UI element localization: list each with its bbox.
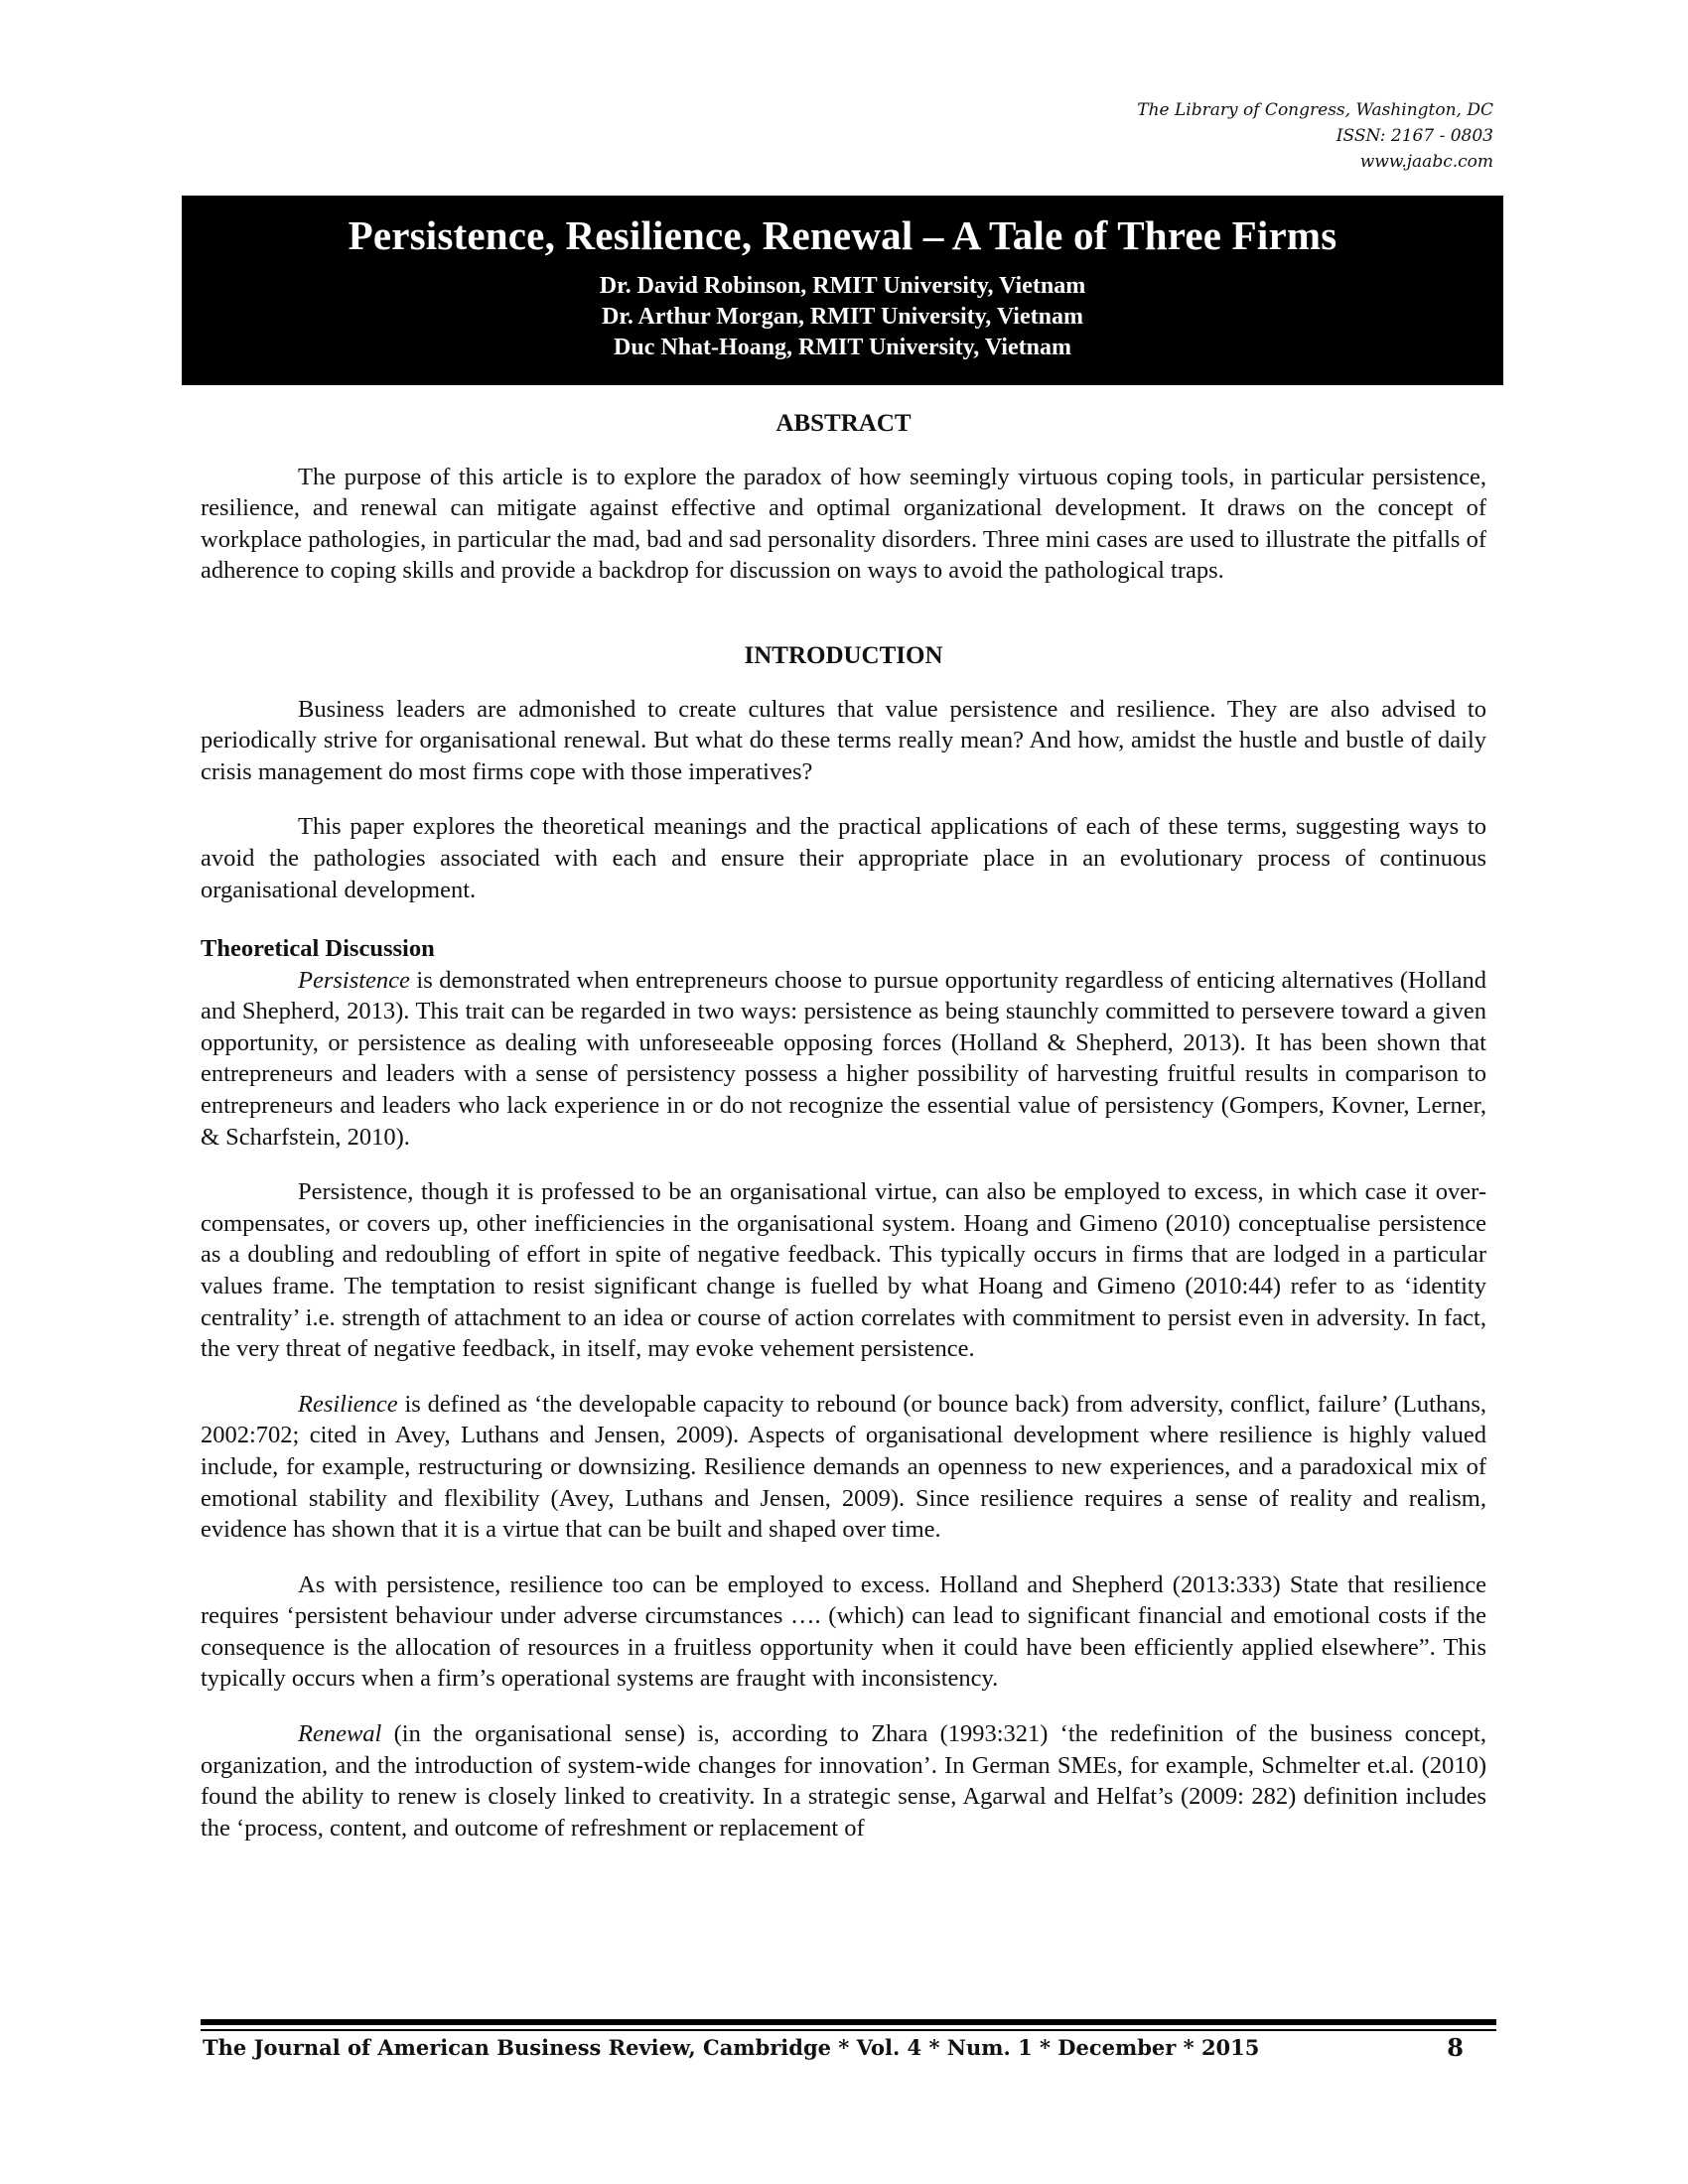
abstract-text: The purpose of this article is to explore the paradox of how seemingly virtuous coping tools, in particular persistence, resilience, and renewal can mitigate against effective and optimal organizational development. It draws on the concept of workplace pathologies, in particular the mad, bad and sad personality disorders. Three mini cases are used to illustrate the pitfalls of adherence to coping skills and provide a backdrop for discussion on ways to avoid the pathological traps. (201, 463, 1486, 585)
page-number: 8 (1447, 2033, 1464, 2062)
page-footer (203, 2031, 1464, 2065)
journal-citation: The Journal of American Business Review, Cambridge * Vol. 4 * Num. 1 * December * 2015 (203, 2035, 1260, 2060)
intro-paragraph-2: This paper explores the theoretical meanings and the practical applications of each of these terms, suggesting ways to avoid the pathologies associated with each and ensure their appropriate place in an evolutionary process of continuous organisational development. (201, 813, 1486, 903)
paper-title: Persistence, Resilience, Renewal – A Tale of Three Firms (348, 212, 1337, 258)
renewal-paragraph (201, 1718, 1486, 1843)
persistence-excess-paragraph: Persistence, though it is professed to be an organisational virtue, can also be employed to excess, in which case it over-compensates, or covers up, other inefficiencies in the organisational system. Hoang and Gimeno (2010) conceptualise persistence as a doubling and redoubling of effort in spite of negative feedback. This typically occurs in firms that are lodged in a particular values frame. The temptation to resist significant change is fuelled by what Hoang and Gimeno (2010:44) refer to as ‘identity centrality’ i.e. strength of attachment to an idea or course of action correlates with commitment to persist even in adversity. In fact, the very threat of negative feedback, in itself, may evoke vehement persistence. (201, 1178, 1486, 1363)
persistence-paragraph (201, 965, 1486, 1154)
term-resilience: Resilience (298, 1390, 398, 1418)
header-library: The Library of Congress, Washington, DC (1137, 100, 1493, 120)
resilience-excess-paragraph: As with persistence, resilience too can be employed to excess. Holland and Shepherd (2013:333) State that resilience requires ‘persistent behaviour under adverse circumstances …. (which) can lead to significant financial and emotional costs if the consequence is the allocation of resources in a fruitless opportunity when it could have been efficiently applied elsewhere”. This typically occurs when a firm’s operational systems are fraught with inconsistency. (201, 1570, 1486, 1693)
header-issn: ISSN: 2167 - 0803 (1336, 126, 1493, 146)
resilience-paragraph (201, 1389, 1486, 1546)
header-url[interactable]: www.jaabc.com (1359, 152, 1493, 172)
footer-rule-thick (201, 2019, 1496, 2025)
introduction-heading: INTRODUCTION (744, 642, 943, 669)
abstract-section (201, 408, 1486, 587)
term-renewal: Renewal (298, 1720, 382, 1748)
author-list (182, 271, 1503, 363)
title-banner (182, 196, 1503, 385)
intro-paragraph-1: Business leaders are admonished to create cultures that value persistence and resilience. They are also advised to periodically strive for organisational renewal. But what do these terms really mean? And how, amidst the hustle and bustle of daily crisis management do most firms cope with those imperatives? (201, 695, 1486, 785)
abstract-heading: ABSTRACT (775, 410, 912, 437)
theory-heading: Theoretical Discussion (201, 935, 435, 962)
resilience-text: is defined as ‘the developable capacity to rebound (or bounce back) from adversity, conflict, failure’ (Luthans, 2002:702; cited in Avey, Luthans and Jensen, 2009). Aspects of organisational development where resilience is highly valued include, for example, restructuring or downsizing. Resilience demands an openness to new experiences, and a paradoxical mix of emotional stability and flexibility (Avey, Luthans and Jensen, 2009). Since resilience requires a sense of reality and realism, evidence has shown that it is a virtue that can be built and shaped over time. (201, 1390, 1486, 1544)
author-2: Dr. Arthur Morgan, RMIT University, Vietnam (602, 304, 1083, 330)
introduction-section (201, 640, 1486, 905)
theory-section (201, 933, 1486, 1843)
term-persistence: Persistence (298, 966, 410, 994)
author-1: Dr. David Robinson, RMIT University, Vietnam (599, 273, 1086, 299)
persistence-text: is demonstrated when entrepreneurs choose to pursue opportunity regardless of enticing alternatives (Holland and Shepherd, 2013). This trait can be regarded in two ways: persistence as being staunchly committed to persevere toward a given opportunity, or persistence as dealing with unforeseeable opposing forces (Holland & Shepherd, 2013). It has been shown that entrepreneurs and leaders with a sense of persistency possess a higher possibility of harvesting fruitful results in comparison to entrepreneurs and leaders who lack experience in or do not recognize the essential value of persistency (Gompers, Kovner, Lerner, & Scharfstein, 2010). (201, 966, 1486, 1151)
author-3: Duc Nhat-Hoang, RMIT University, Vietnam (614, 335, 1071, 360)
renewal-text: (in the organisational sense) is, according to Zhara (1993:321) ‘the redefinition of the business concept, organization, and the introduction of system-wide changes for innovation’. In German SMEs, for example, Schmelter et.al. (2010) found the ability to renew is closely linked to creativity. In a strategic sense, Agarwal and Helfat’s (2009: 282) definition includes the ‘process, content, and outcome of refreshment or replacement of (201, 1720, 1486, 1842)
running-header (1137, 97, 1493, 175)
